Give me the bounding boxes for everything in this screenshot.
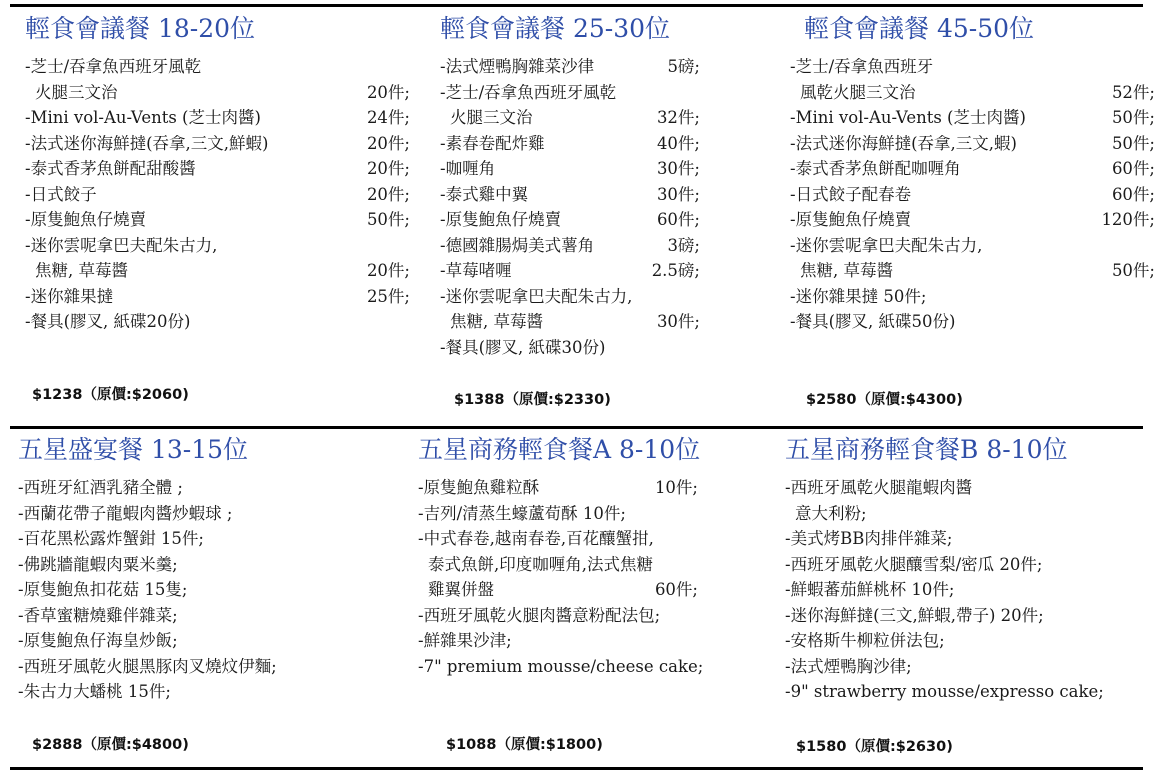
menu-item-text: -德國雜腸焗美式薯角	[440, 235, 595, 255]
menu-item	[785, 526, 1150, 552]
menu-item-text: -餐具(膠叉, 紙碟50份)	[790, 312, 956, 331]
menu-item	[785, 603, 1150, 629]
menu-item-text: -西班牙風乾火腿肉醬意粉配法包;	[418, 605, 661, 625]
menu-item	[440, 182, 740, 208]
menu-item	[440, 335, 740, 361]
menu-item	[18, 679, 403, 705]
package-price: $1238（原價:$2060)	[32, 387, 189, 403]
menu-item	[418, 577, 768, 603]
menu-item-text: -素春卷配炸雞	[440, 133, 545, 153]
menu-item	[25, 182, 410, 208]
menu-item-quantity: 20件;	[366, 184, 410, 204]
menu-item-text: -餐具(膠叉, 紙碟30份)	[440, 337, 606, 357]
middle-rule	[10, 426, 1143, 429]
menu-item-text: -吉列/清蒸生蠔蘆荀酥 10件;	[418, 503, 626, 523]
menu-item-text: -朱古力大蟠桃 15件;	[18, 682, 171, 701]
menu-item-quantity: 120件;	[1101, 210, 1155, 229]
menu-item	[440, 207, 740, 233]
menu-item-text: -迷你雲呢拿巴夫配朱古力,	[440, 286, 633, 306]
menu-item	[25, 54, 410, 80]
menu-item	[25, 207, 410, 233]
menu-item-text: -原隻鮑魚仔海皇炒飯;	[18, 631, 178, 650]
menu-item-text: -泰式香茅魚餅配咖喱角	[790, 159, 961, 178]
menu-item	[25, 105, 410, 131]
menu-item-text: -迷你雲呢拿巴夫配朱古力,	[25, 235, 218, 255]
menu-item	[418, 552, 768, 578]
menu-item-text: -Mini vol-Au-Vents (芝士肉醬)	[25, 108, 261, 127]
menu-item	[785, 577, 1150, 603]
menu-item-text: -原隻鮑魚仔燒賣	[440, 210, 562, 229]
menu-item-quantity: 25件;	[366, 286, 410, 306]
menu-item	[418, 526, 768, 552]
package-price: $2580（原價:$4300)	[806, 392, 963, 408]
menu-item-list	[418, 475, 768, 679]
menu-item	[418, 475, 768, 501]
menu-item	[440, 80, 740, 106]
menu-item-text: -鮮蝦蕃茄鮮桃杯 10件;	[785, 580, 955, 599]
package-price: $1388（原價:$2330)	[454, 392, 611, 408]
menu-item-text: -餐具(膠叉, 紙碟20份)	[25, 312, 191, 331]
menu-item-text: -原隻鮑魚仔燒賣	[25, 210, 147, 229]
menu-item-quantity: 30件;	[656, 184, 700, 204]
menu-item-text: -法式煙鴨胸沙律;	[785, 656, 912, 676]
menu-item	[440, 258, 740, 284]
menu-item-text: -法式迷你海鮮撻(吞拿,三文,鮮蝦)	[25, 133, 269, 153]
menu-item-text: 火腿三文治	[35, 82, 118, 102]
menu-item	[790, 233, 1155, 259]
menu-item	[18, 526, 403, 552]
menu-item-text: 焦糖, 草莓醬	[35, 261, 128, 280]
menu-item-text: -法式煙鴨胸雜菜沙律	[440, 57, 595, 76]
menu-item-text: -泰式香茅魚餅配甜酸醬	[25, 159, 196, 178]
menu-item	[18, 501, 403, 527]
menu-item-quantity: 20件;	[366, 159, 410, 178]
menu-item	[440, 156, 740, 182]
package-light-meeting-45-50	[790, 14, 1155, 335]
menu-item-quantity: 50件;	[1111, 108, 1155, 127]
menu-item-text: -芝士/吞拿魚西班牙風乾	[440, 82, 617, 102]
menu-item	[418, 501, 768, 527]
menu-item	[790, 54, 1155, 80]
menu-item-text: -Mini vol-Au-Vents (芝士肉醬)	[790, 108, 1026, 127]
menu-item-quantity: 60件;	[1111, 159, 1155, 178]
menu-item	[25, 258, 410, 284]
menu-item-text: 雞翼併盤	[428, 580, 494, 599]
menu-item	[440, 105, 740, 131]
menu-item-quantity: 50件;	[1111, 133, 1155, 153]
menu-item-text: -鮮雜果沙津;	[418, 631, 512, 650]
menu-item	[790, 156, 1155, 182]
menu-item-text: -西班牙風乾火腿龍蝦肉醬	[785, 478, 973, 497]
menu-item	[785, 679, 1150, 705]
menu-item-text: -佛跳牆龍蝦肉粟米羹;	[18, 554, 178, 574]
menu-item-text: -咖喱角	[440, 159, 496, 178]
menu-item-quantity: 10件;	[654, 478, 698, 497]
menu-item-text: 意大利粉;	[795, 503, 867, 523]
menu-item	[25, 80, 410, 106]
menu-item	[785, 552, 1150, 578]
menu-item-quantity: 20件;	[366, 261, 410, 280]
menu-item	[18, 577, 403, 603]
menu-item-text: -日式餃子配春卷	[790, 184, 912, 204]
menu-item-list	[18, 475, 403, 705]
menu-item-text: 風乾火腿三文治	[800, 82, 916, 102]
menu-item-quantity: 60件;	[656, 210, 700, 229]
menu-item-list	[25, 54, 410, 335]
menu-item-text: -迷你雲呢拿巴夫配朱古力,	[790, 235, 983, 255]
menu-item-text: -迷你雜果撻 50件;	[790, 286, 927, 306]
package-light-meeting-25-30	[440, 14, 740, 360]
menu-item-list	[440, 54, 740, 360]
package-five-star-business-a	[418, 435, 768, 679]
menu-item	[790, 80, 1155, 106]
menu-item-quantity: 20件;	[366, 82, 410, 102]
menu-item-text: -9" strawberry mousse/expresso cake;	[785, 682, 1104, 701]
package-title: 輕食會議餐 45-50位	[804, 14, 1035, 43]
menu-item-quantity: 3磅;	[667, 235, 700, 255]
package-price: $2888（原價:$4800)	[32, 737, 189, 753]
menu-item-text: -日式餃子	[25, 184, 97, 204]
menu-item	[25, 284, 410, 310]
menu-item	[25, 131, 410, 157]
menu-item-quantity: 52件;	[1111, 82, 1155, 102]
package-title: 輕食會議餐 18-20位	[25, 14, 256, 43]
menu-item	[440, 284, 740, 310]
menu-item-quantity: 32件;	[656, 108, 700, 127]
menu-item	[785, 475, 1150, 501]
menu-item-quantity: 30件;	[656, 159, 700, 178]
package-five-star-business-b	[785, 435, 1150, 705]
menu-item	[25, 233, 410, 259]
menu-item-text: -安格斯牛柳粒併法包;	[785, 631, 945, 650]
menu-item	[785, 501, 1150, 527]
menu-item	[440, 131, 740, 157]
menu-item-text: 火腿三文治	[450, 108, 533, 127]
menu-item	[418, 628, 768, 654]
package-five-star-banquet	[18, 435, 403, 705]
menu-item	[440, 309, 740, 335]
bottom-rule	[10, 767, 1143, 770]
package-title: 五星商務輕食餐B 8-10位	[785, 435, 1068, 464]
menu-item	[785, 654, 1150, 680]
menu-item-quantity: 50件;	[1111, 261, 1155, 280]
menu-item-quantity: 60件;	[1111, 184, 1155, 204]
menu-item-quantity: 5磅;	[667, 57, 700, 76]
menu-item	[18, 628, 403, 654]
menu-item-text: -芝士/吞拿魚西班牙風乾	[25, 57, 202, 76]
menu-item-text: -西班牙風乾火腿黑豚肉叉燒炆伊麵;	[18, 656, 277, 676]
menu-item-text: -西蘭花帶子龍蝦肉醬炒蝦球 ;	[18, 503, 233, 523]
menu-item-quantity: 24件;	[366, 108, 410, 127]
menu-item	[790, 131, 1155, 157]
menu-item-text: -原隻鮑魚雞粒酥	[418, 478, 540, 497]
menu-item-text: -草莓啫喱	[440, 261, 512, 280]
menu-item-text: -西班牙紅酒乳豬全體 ;	[18, 478, 183, 497]
menu-item	[790, 258, 1155, 284]
menu-item-quantity: 50件;	[366, 210, 410, 229]
menu-item	[418, 603, 768, 629]
menu-item-text: -7" premium mousse/cheese cake;	[418, 656, 704, 676]
menu-item	[790, 182, 1155, 208]
package-title: 五星商務輕食餐A 8-10位	[418, 435, 701, 464]
menu-item	[418, 654, 768, 680]
menu-item-text: -西班牙風乾火腿釀雪梨/密瓜 20件;	[785, 554, 1043, 574]
menu-item-text: 泰式魚餅,印度咖喱角,法式焦糖	[428, 554, 653, 574]
menu-item	[18, 654, 403, 680]
menu-item	[785, 628, 1150, 654]
menu-item-quantity: 2.5磅;	[651, 261, 700, 280]
menu-item	[440, 54, 740, 80]
menu-item	[790, 105, 1155, 131]
top-rule	[10, 4, 1143, 7]
menu-item-quantity: 60件;	[654, 580, 698, 599]
menu-item-text: -原隻鮑魚扣花菇 15隻;	[18, 580, 188, 599]
menu-item-list	[785, 475, 1150, 705]
menu-item	[25, 156, 410, 182]
menu-item-text: 焦糖, 草莓醬	[450, 312, 543, 331]
menu-item-text: -法式迷你海鮮撻(吞拿,三文,蝦)	[790, 133, 1017, 153]
menu-item-text: -美式烤BB肉排伴雜菜;	[785, 529, 953, 548]
package-price: $1580（原價:$2630)	[796, 739, 953, 755]
menu-item-quantity: 30件;	[656, 312, 700, 331]
menu-item-text: -迷你海鮮撻(三文,鮮蝦,帶子) 20件;	[785, 605, 1044, 625]
menu-item-text: -迷你雜果撻	[25, 286, 114, 306]
menu-item-list	[790, 54, 1155, 335]
menu-item-text: -泰式雞中翼	[440, 184, 529, 204]
menu-item-quantity: 40件;	[656, 133, 700, 153]
package-title: 五星盛宴餐 13-15位	[18, 435, 249, 464]
menu-item-text: -百花黑松露炸蟹鉗 15件;	[18, 529, 204, 548]
menu-item	[18, 552, 403, 578]
menu-item	[790, 309, 1155, 335]
menu-item-text: -中式春卷,越南春卷,百花釀蟹拑,	[418, 529, 654, 548]
menu-item	[440, 233, 740, 259]
menu-item-text: 焦糖, 草莓醬	[800, 261, 893, 280]
menu-item	[18, 603, 403, 629]
package-title: 輕食會議餐 25-30位	[440, 14, 671, 43]
menu-item	[25, 309, 410, 335]
menu-item-text: -芝士/吞拿魚西班牙	[790, 57, 934, 76]
menu-item	[18, 475, 403, 501]
menu-item	[790, 207, 1155, 233]
menu-item-quantity: 20件;	[366, 133, 410, 153]
menu-item	[790, 284, 1155, 310]
package-price: $1088（原價:$1800)	[446, 737, 603, 753]
menu-item-text: -香草蜜糖燒雞伴雜菜;	[18, 605, 178, 625]
package-light-meeting-18-20	[25, 14, 410, 335]
menu-item-text: -原隻鮑魚仔燒賣	[790, 210, 912, 229]
